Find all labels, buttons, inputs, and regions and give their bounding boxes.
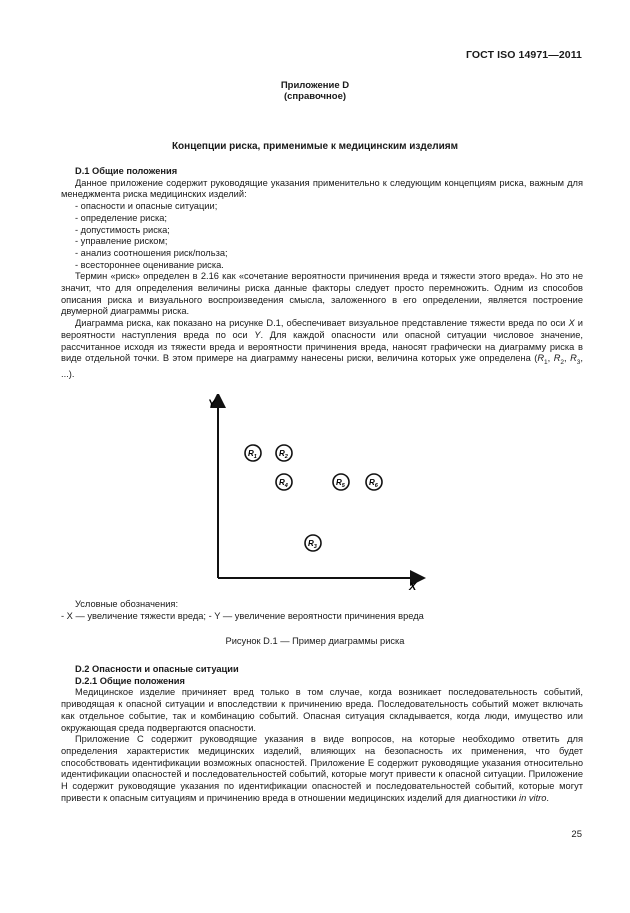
svg-text:R6: $R_6$ (369, 478, 378, 489)
risk-point-r2 (276, 445, 292, 461)
svg-text:R2: $R_2$ (279, 449, 288, 460)
svg-text:R3: $R_3$ (308, 539, 317, 550)
figure-caption: Рисунок D.1 — Пример диаграммы риска (225, 636, 405, 646)
d1-heading: D.1 Общие положения (75, 166, 178, 176)
section-d1 (61, 166, 583, 381)
list-item: - опасности и опасные ситуации; (75, 201, 218, 212)
risk-diagram (200, 394, 430, 594)
risk-point-r6 (366, 474, 382, 490)
page-number: 25 (571, 829, 582, 840)
d2-paragraph-2: Приложение С содержит руководящие указания в виде вопросов, на которые необходимо ответить для определения характеристик медицинских изделий, влияющих на безопасность их применения, что будет способствовать идентификации возможных опасностей. Приложение Е содержит руководящие указания относительно идентификации опасностей и последовательностей событий, которые могут привести к опасной ситуации. Приложение Н содержит руководящие указания по идентификации опасностей и последовательностей событий, которые могут привести к опасным ситуациям и причинению вреда в отношении медицинских изделий для диагностики in vitro. (61, 734, 583, 803)
section-d2 (61, 664, 583, 804)
svg-text:R1: $R_1$ (248, 449, 257, 460)
figure-legend (61, 599, 583, 622)
y-axis-label: Y (208, 398, 216, 410)
list-item: - анализ соотношения риск/польза; (75, 247, 228, 258)
appendix-subtitle: (справочное) (283, 91, 347, 102)
risk-point-r3 (305, 535, 321, 551)
standard-header: ГОСТ ISO 14971—2011 (465, 49, 582, 61)
x-axis-label: X (409, 581, 417, 593)
d2-paragraph-1: Медицинское изделие причиняет вред только в том случае, когда возникает последовательность событий, приводящая к опасной ситуации и впоследствии к причинению вреда. Последовательность событий может включать как отдельное событие, так и комбинацию событий. Опасная ситуация складывается, когда люди, имущество или окружающая среда подвергаются опасности. (61, 687, 583, 733)
risk-point-r4 (276, 474, 292, 490)
appendix-title: Приложение D (280, 80, 350, 91)
svg-text:R5: $R_5$ (336, 478, 345, 489)
list-item: - управление риском; (75, 236, 168, 247)
svg-text:R4: $R_4$ (279, 478, 288, 489)
d2-1-heading: D.2.1 Общие положения (75, 675, 185, 686)
list-item: - допустимость риска; (75, 224, 170, 235)
legend-text: - X — увеличение тяжести вреда; - Y — увеличение вероятности причинения вреда (61, 610, 424, 621)
appendix-heading (0, 80, 630, 102)
list-item: - определение риска; (75, 212, 168, 223)
risk-point-r5 (333, 474, 349, 490)
d2-heading: D.2 Опасности и опасные ситуации (75, 664, 239, 674)
section-title: Концепции риска, применимые к медицинским изделиям (171, 141, 459, 152)
risk-point-r1 (245, 445, 261, 461)
d1-intro: Данное приложение содержит руководящие указания применительно к следующим концепциям риска, важным для менеджмента риска медицинских изделий: (61, 177, 583, 200)
legend-title: Условные обозначения: (75, 599, 179, 609)
list-item: - всестороннее оценивание риска. (75, 259, 224, 270)
d1-paragraph-2: Термин «риск» определен в 2.16 как «сочетание вероятности причинения вреда и тяжести этого вреда». Но это не значит, что для определения величины риска данные факторы следует просто перемножить. Одним из способов описания риска и визуального воспроизведения смысла, заложенного в его определении, является построение двумерной диаграммы риска. (61, 271, 583, 317)
d1-paragraph-3: Диаграмма риска, как показано на рисунке D.1, обеспечивает визуальное представление тяжести вреда по оси X и вероятности наступления вреда по оси Y. Для каждой опасности или опасной ситуации числовое значение, рассчитанное исходя из тяжести вреда и вероятности причинения вреда, наносят графически на диаграмму риска в виде отдельной точки. В этом примере на диаграмму нанесены риски, величина которых уже определена ($R_1$, $R_2$, $R_3$, ...). (61, 318, 583, 379)
